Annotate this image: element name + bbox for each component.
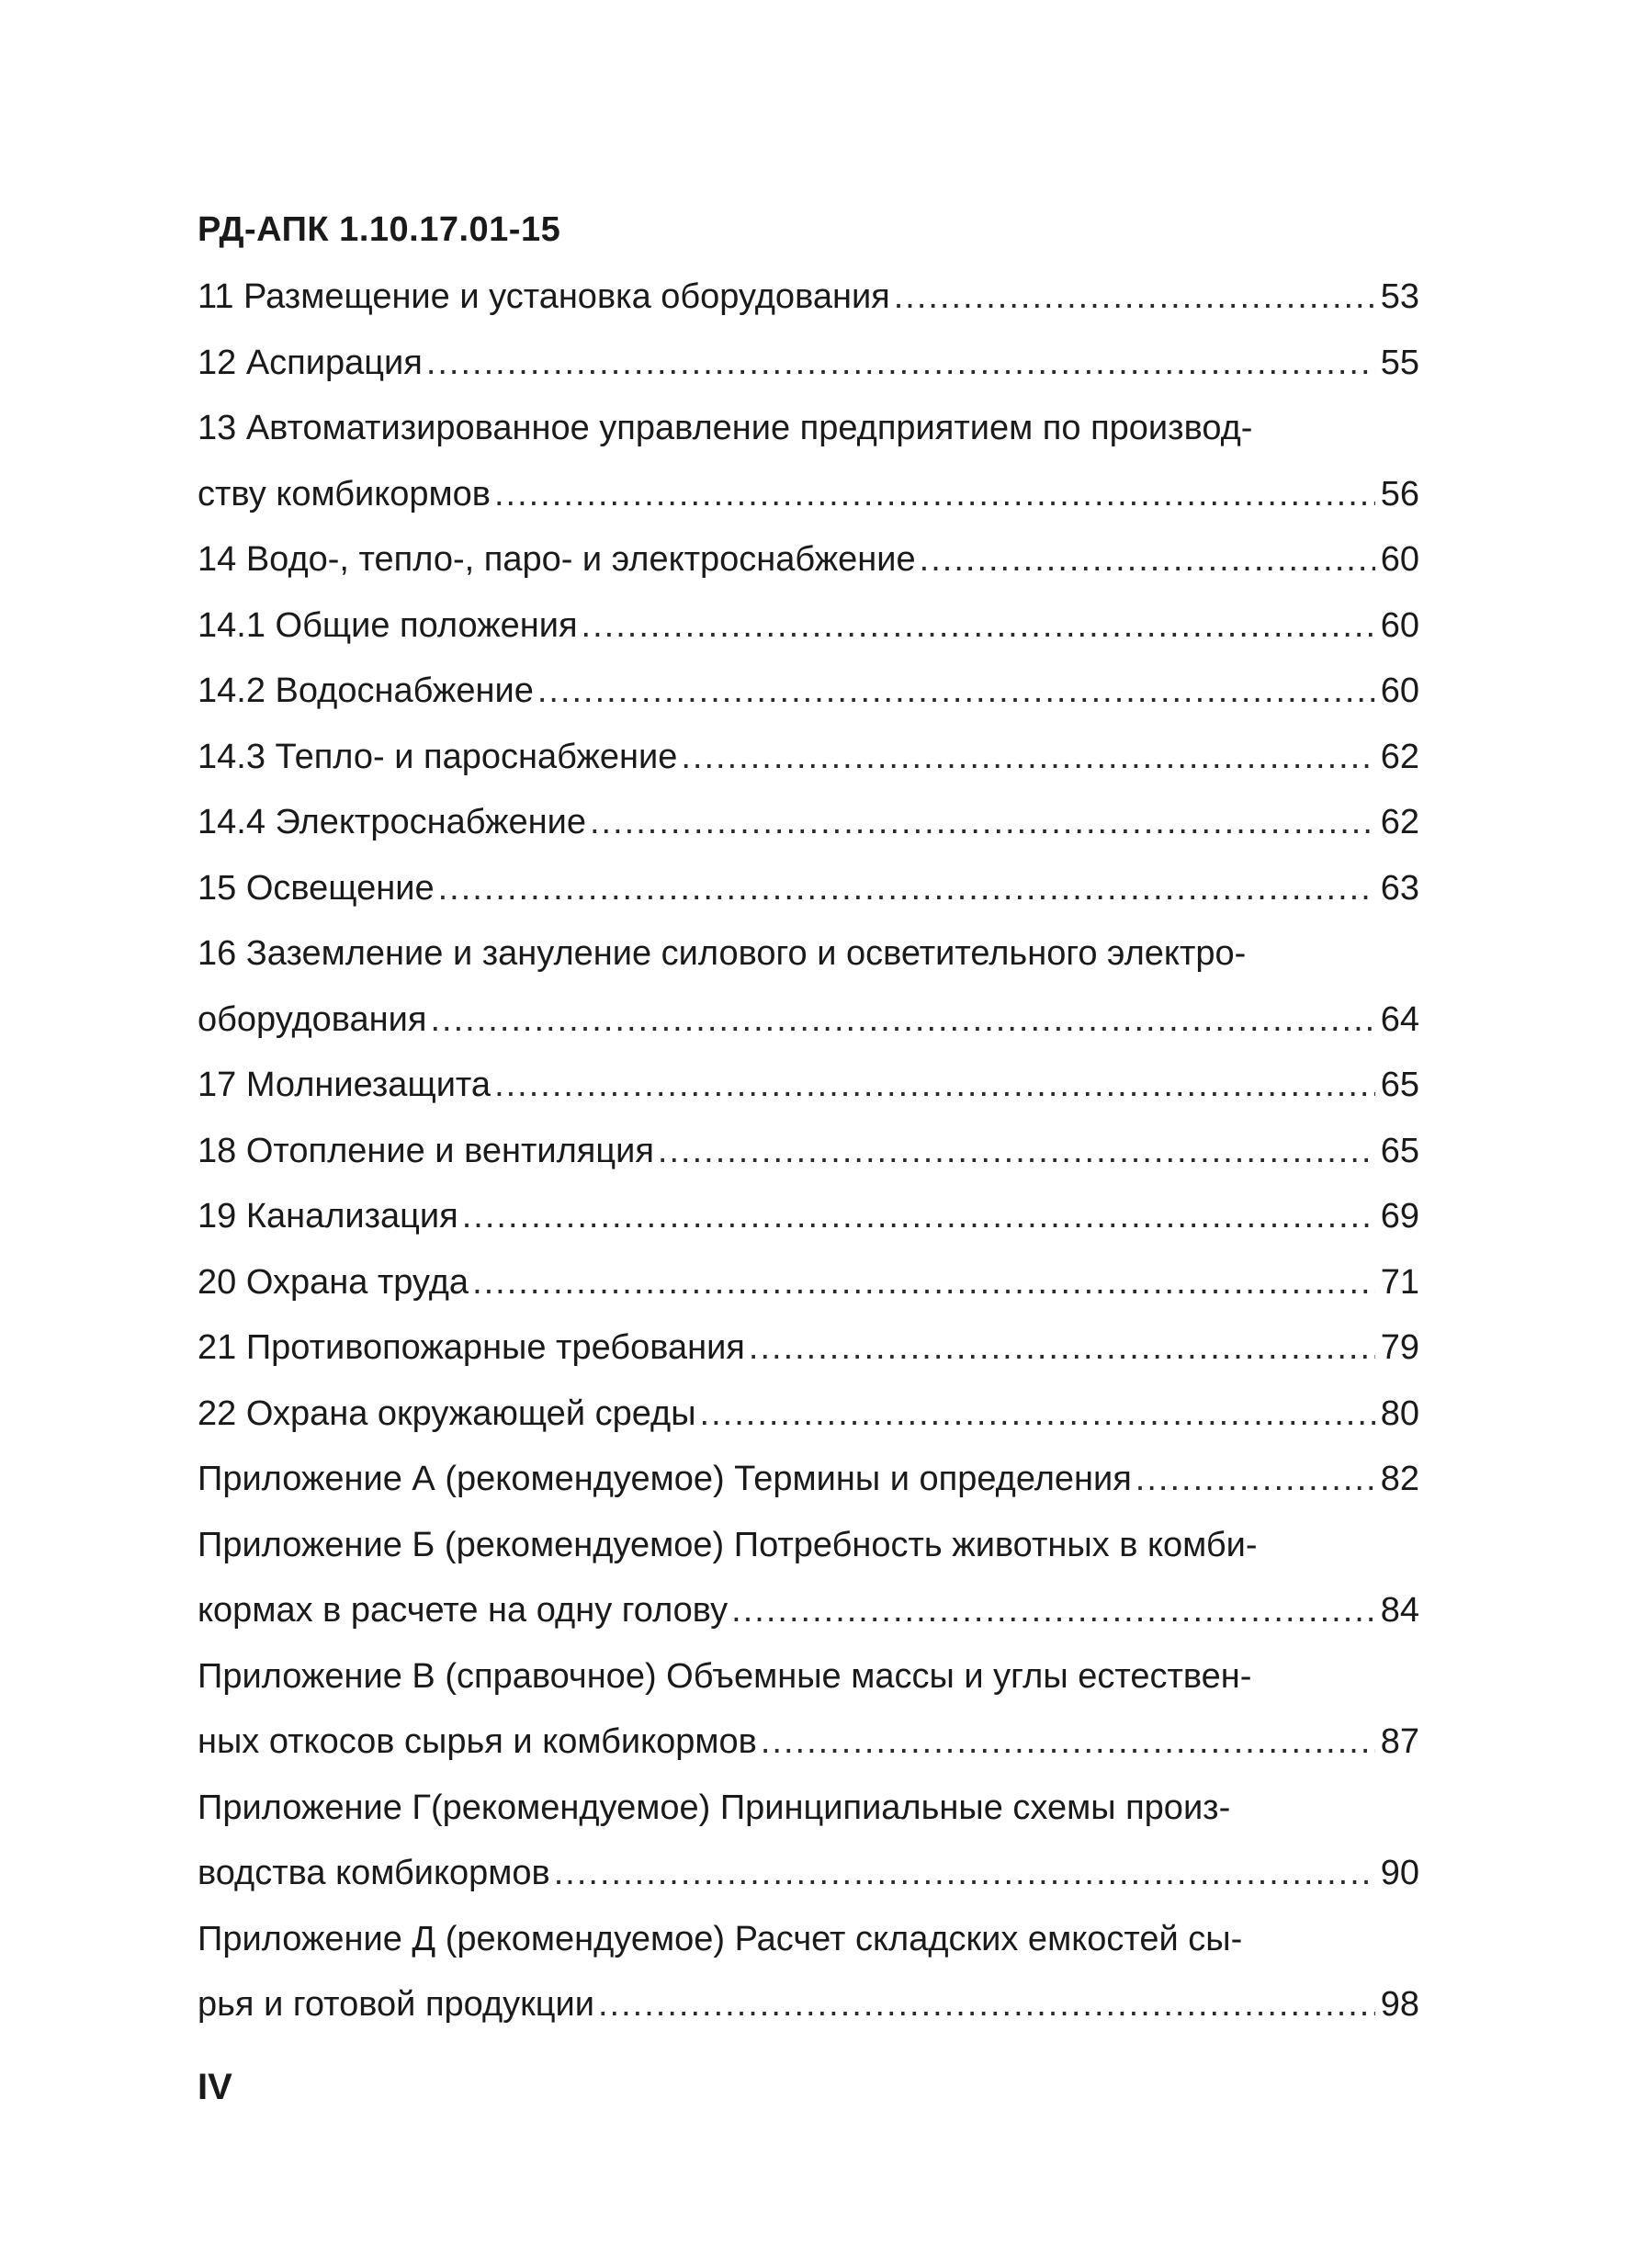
toc-entry-last-line [198,856,1419,922]
toc-entry-title-line: Приложение Г(рекомендуемое) Принципиальные схемы произ- [198,1788,1231,1827]
toc-page-number: 56 [1380,474,1419,513]
toc-entry-title-line: 21 Противопожарные требования [198,1328,745,1367]
toc-dot-leader [590,790,1375,856]
toc-entry [198,527,1419,593]
toc-entry [198,331,1419,397]
toc-dot-leader [582,593,1375,660]
toc-entry-title-line: 18 Отопление и вентиляция [198,1131,654,1170]
toc-entry [198,1513,1419,1644]
toc-dot-leader [731,1578,1375,1644]
toc-entry-last-line [198,265,1419,331]
toc-entry-title-line: 13 Автоматизированное управление предприятием по производ- [198,409,1253,447]
toc-page-number: 60 [1380,605,1419,645]
toc-page-number: 87 [1380,1722,1419,1761]
toc-page-number: 84 [1380,1591,1419,1630]
toc-entry [198,1119,1419,1185]
toc-entry [198,396,1419,527]
document-code-header: РД-АПК 1.10.17.01-15 [198,210,561,249]
toc-dot-leader [426,331,1375,397]
toc-dot-leader [681,725,1374,791]
toc-entry-last-line [198,1447,1419,1513]
toc-dot-leader [761,1709,1375,1776]
toc-entry [198,1315,1419,1382]
toc-dot-leader [749,1315,1375,1382]
toc-dot-leader [438,856,1375,922]
toc-page-number: 69 [1380,1197,1419,1236]
toc-entry-last-line [198,1053,1419,1119]
toc-entry-last-line [198,1184,1419,1250]
toc-entry-last-line [198,725,1419,791]
toc-entry-last-line [198,1841,1419,1907]
toc-entry-title-line: водства комбикормов [198,1854,550,1892]
toc-entry-title-line: 14.2 Водоснабжение [198,671,534,710]
toc-entry-title-line: 15 Освещение [198,868,435,908]
toc-page-number: 62 [1380,803,1419,841]
toc-entry-title-line: 14.4 Электроснабжение [198,803,586,841]
toc-entry-title-line: 22 Охрана окружающей среды [198,1394,696,1433]
toc-dot-leader [494,1053,1375,1119]
toc-entry-title-line: кормах в расчете на одну голову [198,1591,729,1630]
toc-page-number: 71 [1380,1262,1419,1302]
toc-entry-last-line [198,1709,1419,1776]
toc-page-number: 55 [1380,343,1419,382]
toc-entry [198,593,1419,660]
toc-entry-last-line [198,1250,1419,1316]
toc-page-number: 98 [1380,1985,1419,2024]
toc-entry-last-line [198,790,1419,856]
toc-entry [198,1644,1419,1776]
toc-entry-last-line [198,593,1419,660]
toc-entry [198,790,1419,856]
toc-dot-leader [894,265,1375,331]
toc-entry-title-line: 12 Аспирация [198,343,423,382]
toc-entry [198,1250,1419,1316]
toc-entry-last-line [198,987,1419,1054]
toc-entry-title-line: Приложение Д (рекомендуемое) Расчет складских емкостей сы- [198,1919,1243,1958]
toc-dot-leader [494,462,1375,528]
toc-entry-title-line: 11 Размещение и установка оборудования [198,277,890,316]
toc-page-number: 65 [1380,1066,1419,1104]
toc-dot-leader [472,1250,1375,1316]
toc-entry-title-line: 20 Охрана труда [198,1262,469,1302]
toc-dot-leader [430,987,1374,1054]
toc-entry-last-line [198,1382,1419,1448]
toc-page-number: 90 [1380,1854,1419,1892]
toc-page-number: 79 [1380,1328,1419,1367]
toc-entry [198,265,1419,331]
toc-entry-last-line [198,1315,1419,1382]
toc-dot-leader [537,659,1375,725]
toc-entry [198,725,1419,791]
toc-entry-title-line: 14.3 Тепло- и пароснабжение [198,737,678,776]
toc-entry-title-line: 14 Водо-, тепло-, паро- и электроснабжение [198,540,916,579]
toc-dot-leader [658,1119,1375,1185]
toc-entry-title-line: 17 Молниезащита [198,1066,491,1104]
toc-dot-leader [700,1382,1375,1448]
toc-dot-leader [554,1841,1375,1907]
toc-entry-title-line: 16 Заземление и зануление силового и осветительного электро- [198,934,1247,973]
toc-page-number: 80 [1380,1394,1419,1433]
toc-entry [198,1447,1419,1513]
toc-entry-last-line [198,1972,1419,2038]
toc-entry-title-line: Приложение Б (рекомендуемое) Потребность животных в комби- [198,1525,1258,1564]
toc-entry-title-line: оборудования [198,999,427,1039]
toc-entry-title-line: Приложение В (справочное) Объемные массы и углы естествен- [198,1656,1252,1696]
toc-page-number: 62 [1380,737,1419,776]
toc-entry-last-line [198,527,1419,593]
toc-entry-title-line: ству комбикормов [198,474,491,513]
toc-page-number: 63 [1380,868,1419,908]
toc-entry [198,1184,1419,1250]
toc-entry-last-line [198,1578,1419,1644]
toc-entry-last-line [198,1119,1419,1185]
toc-dot-leader [598,1972,1375,2038]
toc-dot-leader [920,527,1375,593]
toc-entry-title-line: 14.1 Общие положения [198,605,578,645]
toc-entry-last-line [198,659,1419,725]
toc-entry-title-line: 19 Канализация [198,1197,458,1236]
toc-entry-last-line [198,331,1419,397]
toc-entry-title-line: ных откосов сырья и комбикормов [198,1722,757,1761]
toc-page-number: 60 [1380,540,1419,579]
toc-entry [198,1382,1419,1448]
toc-page-number: 64 [1380,999,1419,1039]
table-of-contents [198,265,1419,2038]
toc-page-number: 82 [1380,1460,1419,1498]
toc-entry [198,921,1419,1053]
toc-entry [198,659,1419,725]
toc-entry [198,1907,1419,2038]
toc-entry [198,1053,1419,1119]
page-number: IV [198,2067,232,2107]
toc-entry [198,856,1419,922]
toc-page-number: 53 [1380,277,1419,316]
toc-dot-leader [462,1184,1375,1250]
toc-entry [198,1776,1419,1907]
toc-entry-title-line: рья и готовой продукции [198,1985,594,2024]
toc-entry-title-line: Приложение А (рекомендуемое) Термины и определения [198,1460,1132,1498]
toc-entry-last-line [198,462,1419,528]
toc-page-number: 60 [1380,671,1419,710]
toc-dot-leader [1136,1447,1375,1513]
toc-page-number: 65 [1380,1131,1419,1170]
